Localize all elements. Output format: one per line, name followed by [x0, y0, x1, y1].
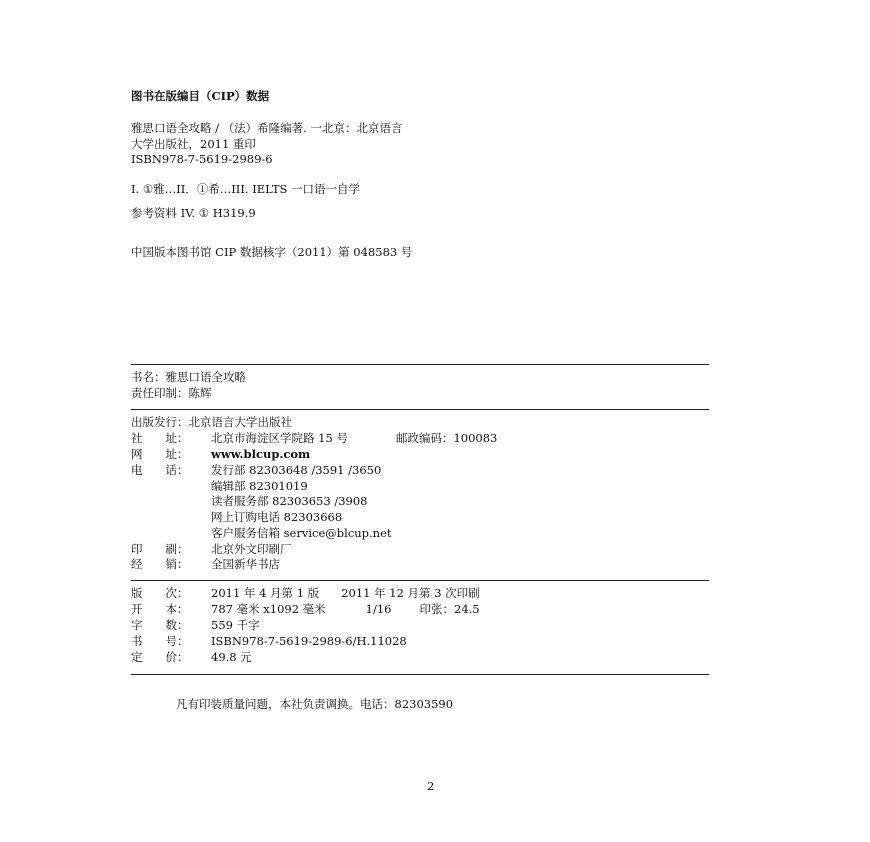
cip-heading: 图书在版编目（CIP）数据 [131, 89, 270, 103]
phone-label: 电 话： [131, 463, 189, 477]
printing-editor-label: 责任印制： [131, 386, 189, 400]
book-title: 雅思口语全攻略 [165, 370, 246, 384]
book-code-row [131, 634, 407, 648]
website-row [131, 447, 310, 461]
cip-classification: 参考资料 IV. ① H319.9 [131, 206, 256, 220]
price: 49.8 元 [211, 650, 252, 664]
seller-row [131, 557, 280, 571]
publisher-row [131, 415, 292, 429]
printing-editor: 陈辉 [188, 386, 212, 400]
divider [131, 674, 709, 675]
printing-editor-row [131, 386, 212, 400]
edition-label: 版 次： [131, 586, 189, 600]
book-title-label: 书名： [131, 370, 166, 384]
printer-label: 印 刷： [131, 542, 189, 556]
sheets: 24.5 [454, 602, 480, 616]
phone-online-order: 网上订购电话 82303668 [211, 510, 343, 524]
postcode: 100083 [453, 431, 498, 445]
customer-service-email: 客户服务信箱 service@blcup.net [211, 526, 392, 540]
format: 787 毫米 x1092 毫米 [211, 602, 326, 616]
address-row [131, 431, 497, 445]
printer: 北京外文印刷厂 [211, 542, 292, 556]
address-label: 社 址： [131, 431, 189, 445]
book-code-label: 书 号： [131, 634, 189, 648]
divider [131, 364, 709, 365]
sheets-label: 印张： [419, 602, 454, 616]
phone-distribution: 发行部 82303648 /3591 /3650 [211, 463, 382, 477]
divider [131, 409, 709, 410]
publisher-name: 北京语言大学出版社 [188, 415, 292, 429]
price-row [131, 650, 252, 664]
word-count-row [131, 618, 260, 632]
printer-row [131, 542, 292, 556]
postcode-label: 邮政编码： [395, 431, 454, 445]
price-label: 定 价： [131, 650, 189, 664]
format-label: 开 本： [131, 602, 189, 616]
cip-subjects: I. ①雅…II．①希…III. IELTS 一口语一自学 [131, 182, 361, 196]
edition: 2011 年 4 月第 1 版 [211, 586, 320, 600]
phone-row [131, 463, 381, 477]
seller-label: 经 销： [131, 557, 189, 571]
divider [131, 580, 709, 581]
phone-reader-service: 读者服务部 82303653 /3908 [211, 494, 368, 508]
cip-line-1: 雅思口语全攻略 / （法）希隆编著. 一北京：北京语言 [131, 121, 403, 135]
website-label: 网 址： [131, 447, 189, 461]
cip-isbn: ISBN978-7-5619-2989-6 [131, 152, 273, 166]
website: www.blcup.com [211, 447, 311, 461]
cip-line-2: 大学出版社，2011 重印 [131, 137, 256, 151]
page-number: 2 [427, 779, 435, 793]
cip-record-number: 中国版本图书馆 CIP 数据核字（2011）第 048583 号 [131, 245, 413, 259]
seller: 全国新华书店 [211, 557, 280, 571]
book-title-row [131, 370, 246, 384]
word-count-label: 字 数： [131, 618, 189, 632]
quality-notice: 凡有印装质量问题，本社负责调换。电话：82303590 [176, 697, 454, 711]
folio: 1/16 [365, 602, 392, 616]
book-code: ISBN978-7-5619-2989-6/H.11028 [211, 634, 407, 648]
edition-row [131, 586, 480, 600]
printing: 2011 年 12 月第 3 次印刷 [341, 586, 480, 600]
publisher-label: 出版发行： [131, 415, 189, 429]
word-count: 559 千字 [211, 618, 260, 632]
format-row [131, 602, 480, 616]
phone-editorial: 编辑部 82301019 [211, 479, 308, 493]
address: 北京市海淀区学院路 15 号 [211, 431, 348, 445]
